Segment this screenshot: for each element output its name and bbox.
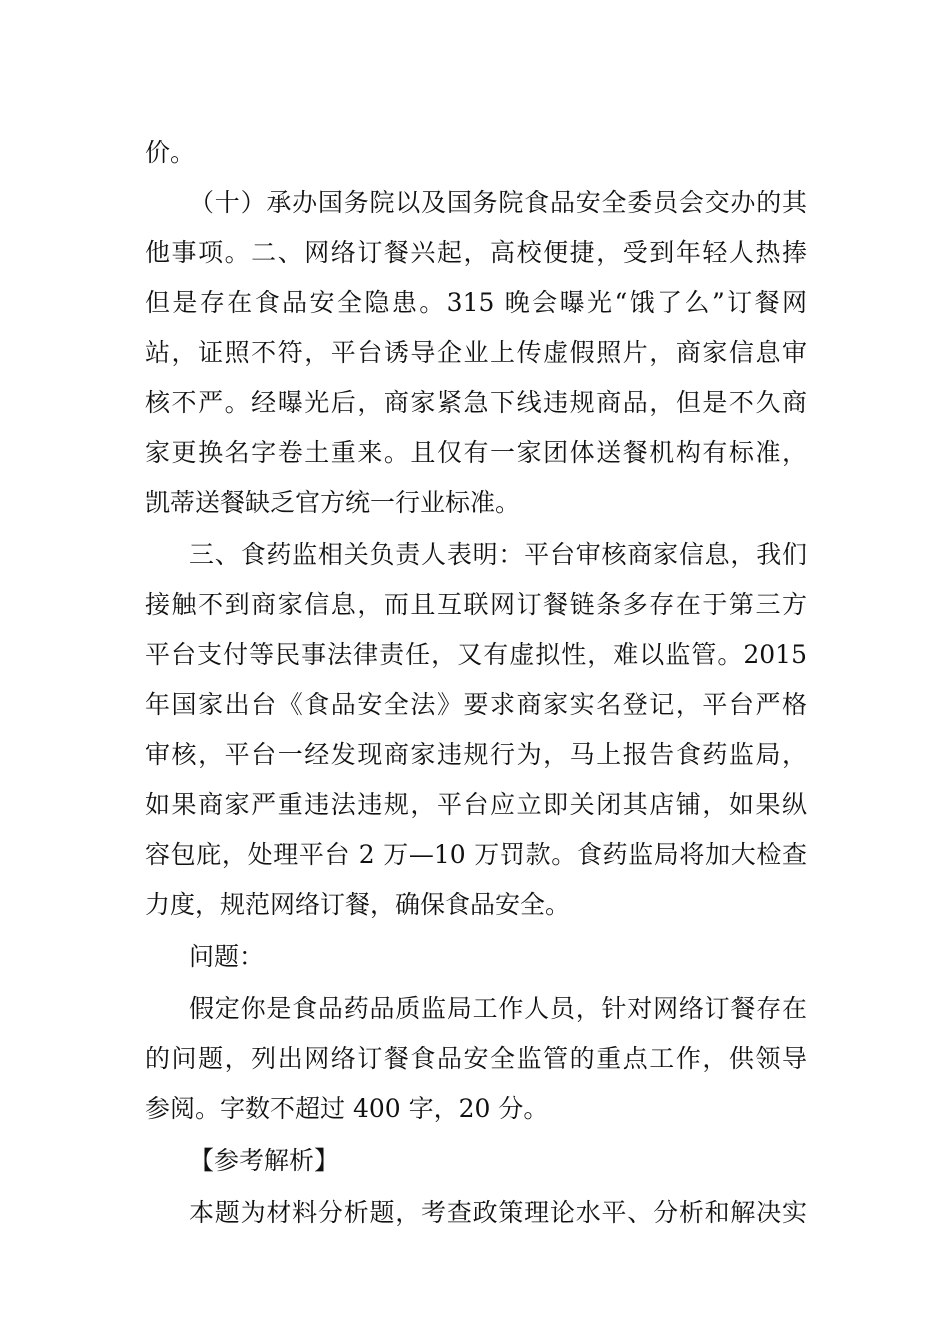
- text-line: 年国家出台《食品安全法》要求商家实名登记，平台严格: [145, 690, 807, 719]
- text-line: 容包庇，处理平台 2 万—10 万罚款。食药监局将加大检查: [145, 840, 807, 869]
- document-body: [145, 128, 807, 1238]
- reference-analysis-heading: 【参考解析】: [189, 1146, 340, 1175]
- text-line: 站，证照不符，平台诱导企业上传虚假照片，商家信息审: [145, 338, 807, 367]
- text-line: 但是存在食品安全隐患。315 晚会曝光“饿了么”订餐网: [145, 288, 807, 317]
- text-line: 平台支付等民事法律责任，又有虚拟性，难以监管。2015: [145, 640, 807, 669]
- text-line: 凯蒂送餐缺乏官方统一行业标准。: [145, 488, 521, 517]
- text-line: 如果商家严重违法违规，平台应立即关闭其店铺，如果纵: [145, 790, 807, 819]
- text-line: 力度，规范网络订餐，确保食品安全。: [145, 890, 571, 919]
- text-line: 审核，平台一经发现商家违规行为，马上报告食药监局，: [145, 740, 807, 769]
- paragraph-first-line: 本题为材料分析题，考查政策理论水平、分析和解决实: [189, 1198, 807, 1227]
- text-line: 参阅。字数不超过 400 字，20 分。: [145, 1094, 549, 1123]
- text-line: 价。: [145, 138, 196, 167]
- paragraph-first-line: （十）承办国务院以及国务院食品安全委员会交办的其: [189, 188, 807, 217]
- paragraph-first-line: 假定你是食品药品质监局工作人员，针对网络订餐存在: [189, 994, 807, 1023]
- text-line: 接触不到商家信息，而且互联网订餐链条多存在于第三方: [145, 590, 807, 619]
- text-line: 他事项。二、网络订餐兴起，高校便捷，受到年轻人热捧: [145, 238, 807, 267]
- text-line: 的问题，列出网络订餐食品安全监管的重点工作，供领导: [145, 1044, 807, 1073]
- text-line: 核不严。经曝光后，商家紧急下线违规商品，但是不久商: [145, 388, 807, 417]
- paragraph-first-line: 三、食药监相关负责人表明：平台审核商家信息，我们: [189, 540, 807, 569]
- text-line: 家更换名字卷土重来。且仅有一家团体送餐机构有标准，: [145, 438, 807, 467]
- question-heading: 问题：: [189, 942, 265, 971]
